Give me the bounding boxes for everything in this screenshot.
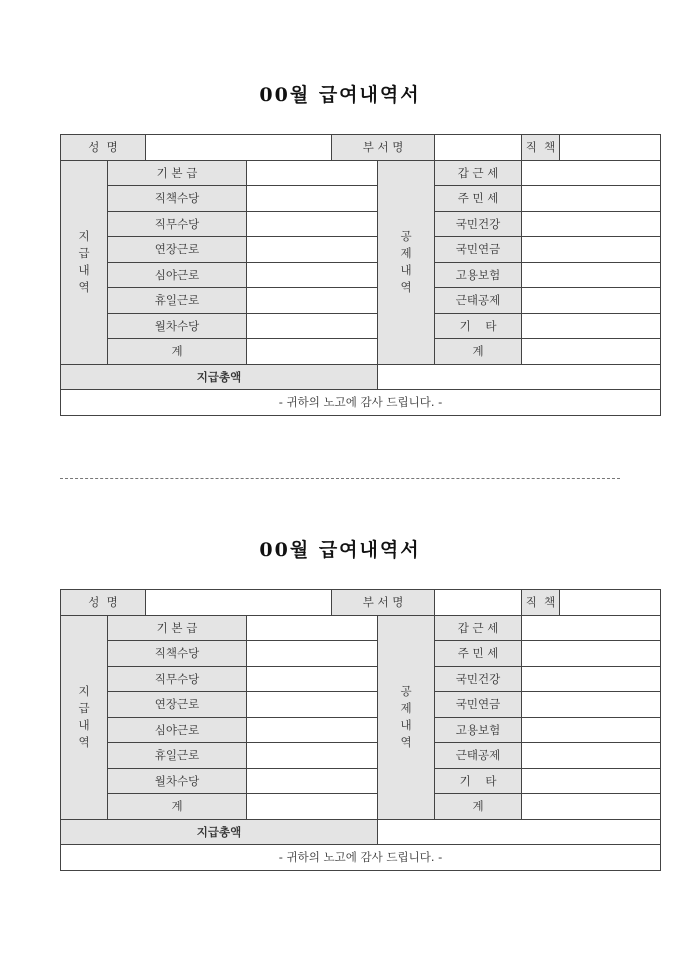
deduction-item-value[interactable] <box>522 666 661 692</box>
deduction-item-value[interactable] <box>522 615 661 641</box>
deduction-item-value[interactable] <box>522 768 661 794</box>
deduction-item-value[interactable] <box>522 288 661 314</box>
name-value[interactable] <box>146 590 332 616</box>
payment-item-label: 기 본 급 <box>108 160 247 186</box>
payment-item-label: 연장근로 <box>108 237 247 263</box>
deduction-item-label: 주 민 세 <box>435 186 522 212</box>
deduction-item-label: 주 민 세 <box>435 641 522 667</box>
deductions-section-label: 공 제 내 역 <box>378 615 435 819</box>
payment-item-label: 연장근로 <box>108 692 247 718</box>
name-value[interactable] <box>146 135 332 161</box>
department-value[interactable] <box>435 590 522 616</box>
slip-title: 00월 급여내역서 <box>259 539 421 561</box>
payment-item-value[interactable] <box>247 313 378 339</box>
department-label: 부 서 명 <box>332 135 435 161</box>
payments-section-label: 지 급 내 역 <box>61 160 108 364</box>
total-pay-value[interactable] <box>378 819 661 845</box>
deduction-item-value[interactable] <box>522 641 661 667</box>
deduction-item-value[interactable] <box>522 211 661 237</box>
total-pay-value[interactable] <box>378 364 661 390</box>
deduction-item-label: 기 타 <box>435 768 522 794</box>
deduction-subtotal-label: 계 <box>435 339 522 365</box>
payment-subtotal-label: 계 <box>108 794 247 820</box>
slip-title: 00월 급여내역서 <box>259 84 421 106</box>
deductions-section-label: 공 제 내 역 <box>378 160 435 364</box>
department-label: 부 서 명 <box>332 590 435 616</box>
deduction-item-label: 근태공제 <box>435 288 522 314</box>
position-label: 직 책 <box>522 590 560 616</box>
cut-line <box>60 478 620 479</box>
payment-item-label: 직책수당 <box>108 641 247 667</box>
footer-message: - 귀하의 노고에 감사 드립니다. - <box>61 390 661 416</box>
deduction-item-label: 국민연금 <box>435 237 522 263</box>
department-value[interactable] <box>435 135 522 161</box>
position-value[interactable] <box>560 135 661 161</box>
payment-item-value[interactable] <box>247 666 378 692</box>
payment-item-label: 직무수당 <box>108 211 247 237</box>
deduction-item-value[interactable] <box>522 237 661 263</box>
payment-item-value[interactable] <box>247 160 378 186</box>
deduction-item-label: 갑 근 세 <box>435 615 522 641</box>
deduction-item-value[interactable] <box>522 692 661 718</box>
deduction-subtotal-value[interactable] <box>522 794 661 820</box>
payment-subtotal-value[interactable] <box>247 794 378 820</box>
payment-item-label: 심야근로 <box>108 262 247 288</box>
name-label: 성 명 <box>61 135 146 161</box>
payment-item-label: 직책수당 <box>108 186 247 212</box>
payment-item-label: 기 본 급 <box>108 615 247 641</box>
payment-item-value[interactable] <box>247 641 378 667</box>
deduction-item-label: 국민연금 <box>435 692 522 718</box>
payment-item-value[interactable] <box>247 692 378 718</box>
payment-item-value[interactable] <box>247 288 378 314</box>
payment-item-label: 휴일근로 <box>108 743 247 769</box>
deduction-subtotal-label: 계 <box>435 794 522 820</box>
payment-item-value[interactable] <box>247 237 378 263</box>
payslip-table <box>60 589 661 871</box>
deduction-item-label: 고용보험 <box>435 717 522 743</box>
total-pay-label: 지급총액 <box>61 819 378 845</box>
payment-subtotal-value[interactable] <box>247 339 378 365</box>
name-label: 성 명 <box>61 590 146 616</box>
payment-item-value[interactable] <box>247 768 378 794</box>
payslip-table <box>60 134 661 416</box>
deduction-item-label: 고용보험 <box>435 262 522 288</box>
payment-item-label: 월차수당 <box>108 313 247 339</box>
position-label: 직 책 <box>522 135 560 161</box>
deduction-item-label: 갑 근 세 <box>435 160 522 186</box>
payment-item-label: 직무수당 <box>108 666 247 692</box>
deduction-item-value[interactable] <box>522 262 661 288</box>
payment-item-value[interactable] <box>247 717 378 743</box>
payment-item-value[interactable] <box>247 262 378 288</box>
deduction-item-value[interactable] <box>522 313 661 339</box>
deduction-item-value[interactable] <box>522 717 661 743</box>
footer-message: - 귀하의 노고에 감사 드립니다. - <box>61 845 661 871</box>
deduction-item-label: 근태공제 <box>435 743 522 769</box>
deduction-item-label: 국민건강 <box>435 211 522 237</box>
payment-item-value[interactable] <box>247 615 378 641</box>
payment-item-value[interactable] <box>247 186 378 212</box>
payment-item-label: 월차수당 <box>108 768 247 794</box>
payment-item-value[interactable] <box>247 211 378 237</box>
deduction-item-value[interactable] <box>522 160 661 186</box>
deduction-item-value[interactable] <box>522 743 661 769</box>
deduction-item-label: 국민건강 <box>435 666 522 692</box>
payment-subtotal-label: 계 <box>108 339 247 365</box>
deduction-subtotal-value[interactable] <box>522 339 661 365</box>
payment-item-label: 휴일근로 <box>108 288 247 314</box>
deduction-item-value[interactable] <box>522 186 661 212</box>
payments-section-label: 지 급 내 역 <box>61 615 108 819</box>
payment-item-value[interactable] <box>247 743 378 769</box>
total-pay-label: 지급총액 <box>61 364 378 390</box>
position-value[interactable] <box>560 590 661 616</box>
deduction-item-label: 기 타 <box>435 313 522 339</box>
payment-item-label: 심야근로 <box>108 717 247 743</box>
